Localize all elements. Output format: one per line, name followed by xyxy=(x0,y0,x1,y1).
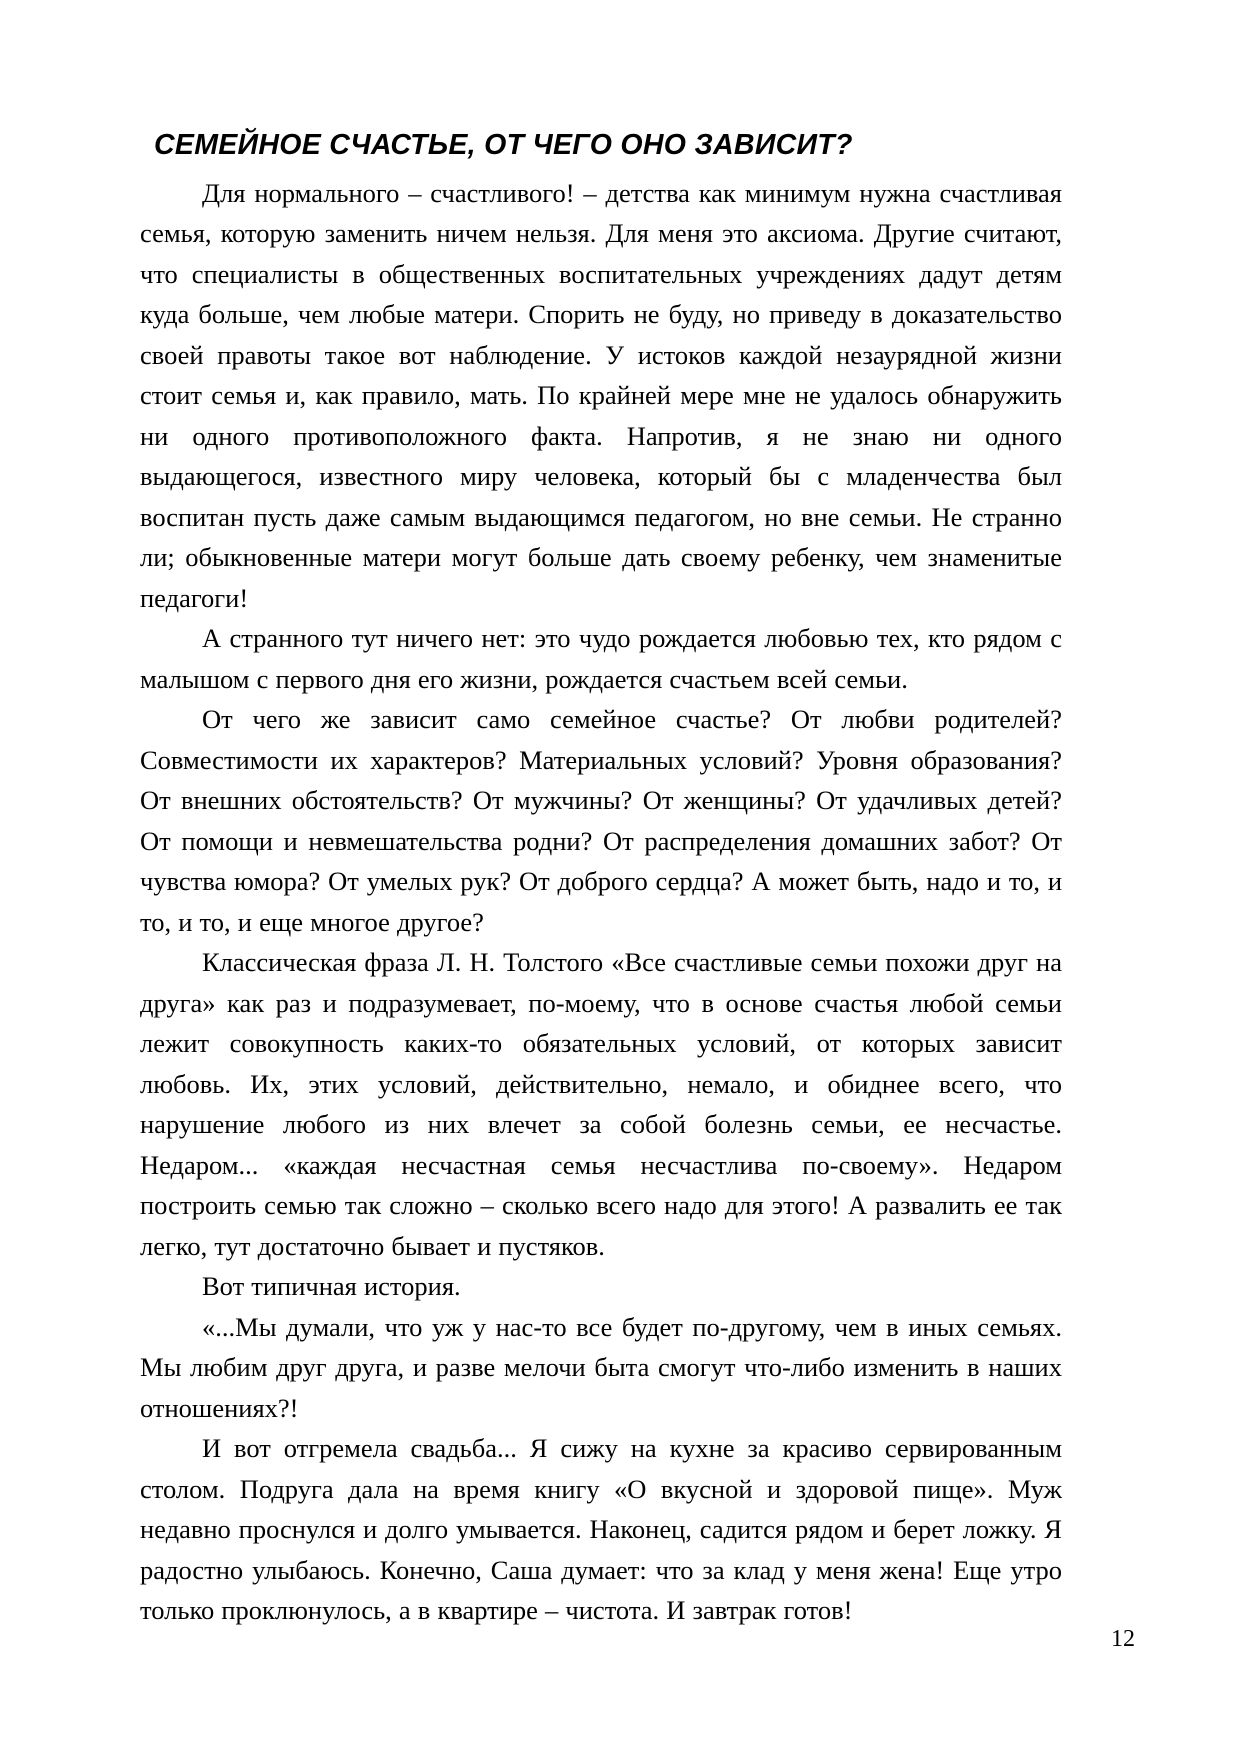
page-number: 12 xyxy=(1111,1626,1135,1652)
page-title: СЕМЕЙНОЕ СЧАСТЬЕ, ОТ ЧЕГО ОНО ЗАВИСИТ? xyxy=(154,129,853,161)
body-paragraph-2: А странного тут ничего нет: это чудо рождается любовью тех, кто рядом с малышом с первого дня его жизни, рождается счастьем всей семьи. xyxy=(140,623,1062,694)
body-paragraph-4: Классическая фраза Л. Н. Толстого «Все счастливые семьи похожи друг на друга» как раз и подразумевает, по-моему, что в основе счастья любой семьи лежит совокупность каких-то обязательных условий, от которых зависит любовь. Их, этих условий, действительно, немало, и обиднее всего, что нарушение любого из них влечет за собой болезнь семьи, ее несчастье. Недаром... «каждая несчастная семья несчастлива по-своему». Недаром построить семью так сложно – сколько всего надо для этого! А развалить ее так легко, тут достаточно бывает и пустяков. xyxy=(140,947,1062,1261)
body-paragraph-6: «...Мы думали, что уж у нас-то все будет по-другому, чем в иных семьях. Мы любим друг друга, и разве мелочи быта смогут что-либо изменить в наших отношениях?! xyxy=(140,1311,1062,1423)
body-paragraph-5: Вот типичная история. xyxy=(202,1271,461,1302)
body-paragraph-3: От чего же зависит само семейное счастье? От любви родителей? Совместимости их характеров? Материальных условий? Уровня образования? От внешних обстоятельств? От мужчины? От женщины? От удачливых детей? От помощи и невмешательства родни? От распределения домашних забот? От чувства юмора? От умелых рук? От доброго сердца? А может быть, надо и то, и то, и то, и еще многое другое? xyxy=(140,704,1062,937)
page-content xyxy=(140,128,1062,1631)
body-paragraph-1: Для нормального – счастливого! – детства как минимум нужна счастливая семья, которую заменить ничем нельзя. Для меня это аксиома. Другие считают, что специалисты в общественных воспитательных учреждениях дадут детям куда больше, чем любые матери. Спорить не буду, но приведу в доказательство своей правоты такое вот наблюдение. У истоков каждой незаурядной жизни стоит семья и, как правило, мать. По крайней мере мне не удалось обнаружить ни одного противоположного факта. Напротив, я не знаю ни одного выдающегося, известного миру человека, который бы с младенчества был воспитан пусть даже самым выдающимся педагогом, но вне семьи. Не странно ли; обыкновенные матери могут больше дать своему ребенку, чем знаменитые педагоги! xyxy=(140,177,1062,613)
body-paragraph-7: И вот отгремела свадьба... Я сижу на кухне за красиво сервированным столом. Подруга дала на время книгу «О вкусной и здоровой пище». Муж недавно проснулся и долго умывается. Наконец, садится рядом и берет ложку. Я радостно улыбаюсь. Конечно, Саша думает: что за клад у меня жена! Еще утро только проклюнулось, а в квартире – чистота. И завтрак готов! xyxy=(140,1433,1062,1626)
